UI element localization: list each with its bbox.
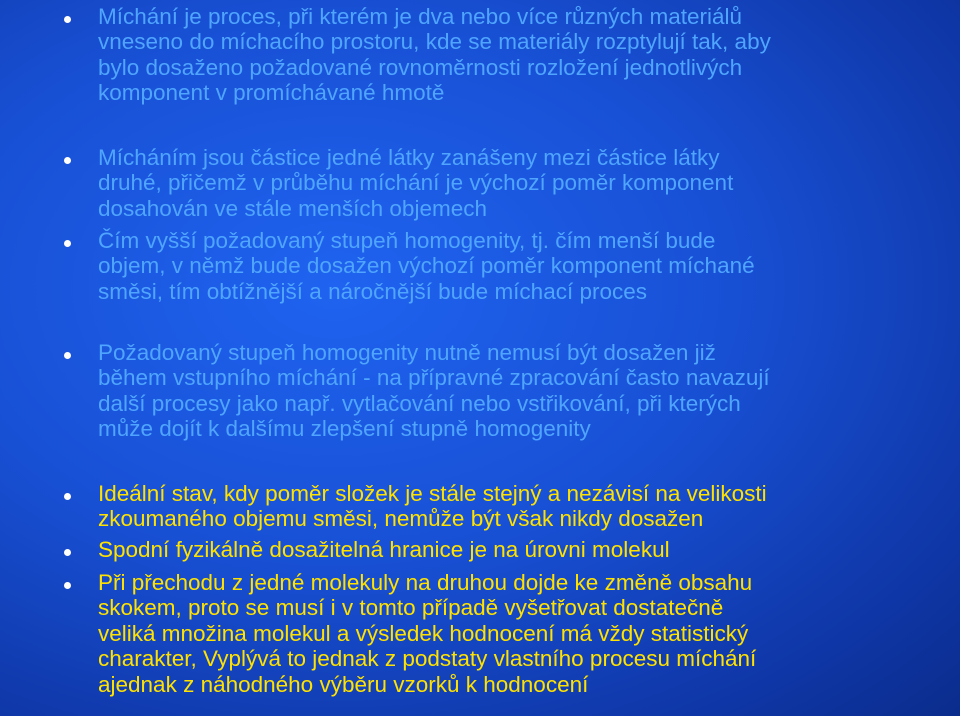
bullet-text: Ideální stav, kdy poměr složek je stále stejný a nezávisí na velikosti zkoumaného objemu směsi, nemůže být však nikdy dosažen	[98, 481, 767, 532]
bullet-text: Požadovaný stupeň homogenity nutně nemusí být dosažen již během vstupního míchání - na přípravné zpracování často navazují další procesy jako např. vytlačování nebo vstřikování, při kterých může dojít k dalšímu zlepšení stupně homogenity	[98, 340, 770, 442]
bullet-icon	[64, 240, 71, 247]
bullet-icon	[64, 157, 71, 164]
bullet-icon	[64, 582, 71, 589]
bullet-text: Mícháním jsou částice jedné látky zanášeny mezi částice látky druhé, přičemž v průběhu míchání je výchozí poměr komponent dosahován ve stále menších objemech	[98, 145, 734, 221]
bullet-text: Míchání je proces, při kterém je dva nebo více různých materiálů vneseno do míchacího prostoru, kde se materiály rozptylují tak, aby bylo dosaženo požadované rovnoměrnosti rozložení jednotlivých komponent v promíchávané hmotě	[98, 4, 771, 106]
bullet-text: Čím vyšší požadovaný stupeň homogenity, tj. čím menší bude objem, v němž bude dosažen výchozí poměr komponent míchané směsi, tím obtížnější a náročnější bude míchací proces	[98, 228, 755, 304]
bullet-icon	[64, 549, 71, 556]
bullet-icon	[64, 493, 71, 500]
bullet-icon	[64, 16, 71, 23]
bullet-text: Při přechodu z jedné molekuly na druhou dojde ke změně obsahu skokem, proto se musí i v tomto případě vyšetřovat dostatečně veliká množina molekul a výsledek hodnocení má vždy statistický charakter, Vyplývá to jednak z podstaty vlastního procesu míchání ajednak z náhodného výběru vzorků k hodnocení	[98, 570, 757, 697]
bullet-text: Spodní fyzikálně dosažitelná hranice je na úrovni molekul	[98, 537, 670, 562]
bullet-icon	[64, 352, 71, 359]
